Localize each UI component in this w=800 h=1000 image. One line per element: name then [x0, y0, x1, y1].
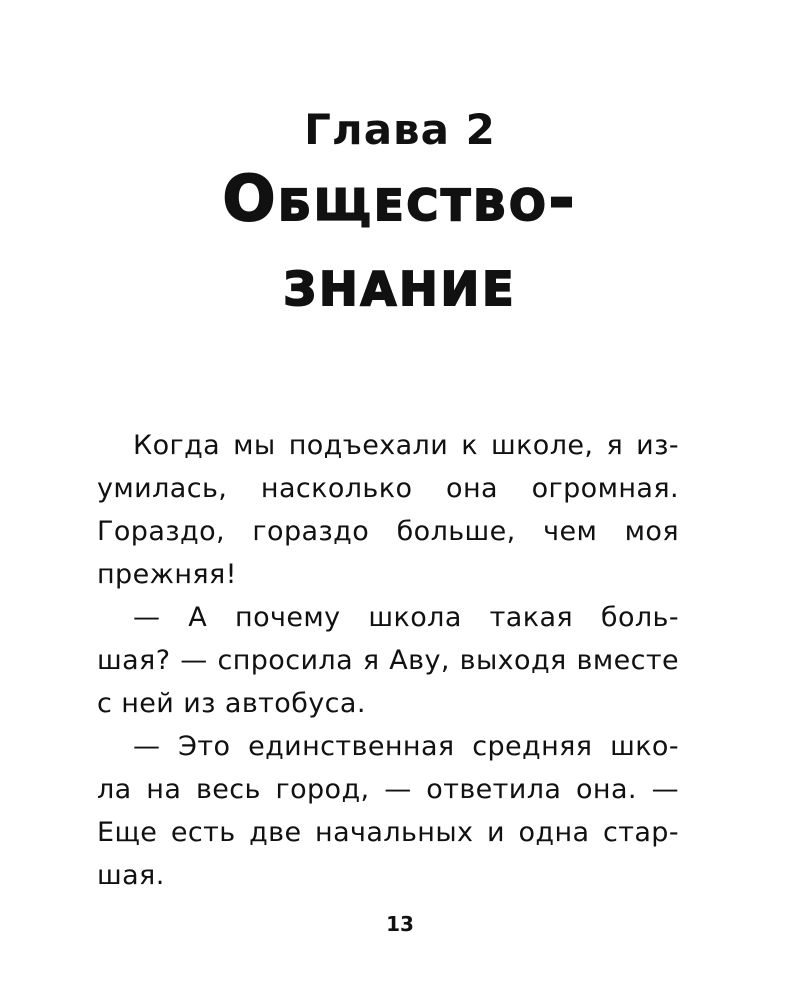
chapter-title-line-1: Общество-	[222, 162, 578, 235]
body-line: шая.	[97, 860, 165, 891]
body-line: с ней из автобуса.	[97, 688, 366, 719]
body-line: умилась, насколько она огромная.	[97, 473, 679, 504]
body-line: — А почему школа такая боль-	[133, 602, 679, 633]
body-line: ла на весь город, — ответила она. —	[97, 774, 679, 805]
chapter-label: Глава 2	[304, 105, 496, 154]
body-line: прежняя!	[97, 559, 237, 590]
page-number: 13	[386, 912, 414, 936]
body-line: Гораздо, гораздо больше, чем моя	[97, 516, 679, 547]
body-line: — Это единственная средняя шко-	[133, 731, 679, 762]
body-line: Еще есть две начальных и одна стар-	[97, 817, 679, 848]
body-line: шая? — спросила я Аву, выходя вместе	[97, 645, 679, 676]
chapter-title-line-2: ЗНАНИЕ	[283, 262, 517, 316]
chapter-body-text	[97, 424, 679, 897]
body-line: Когда мы подъехали к школе, я из-	[133, 430, 679, 461]
